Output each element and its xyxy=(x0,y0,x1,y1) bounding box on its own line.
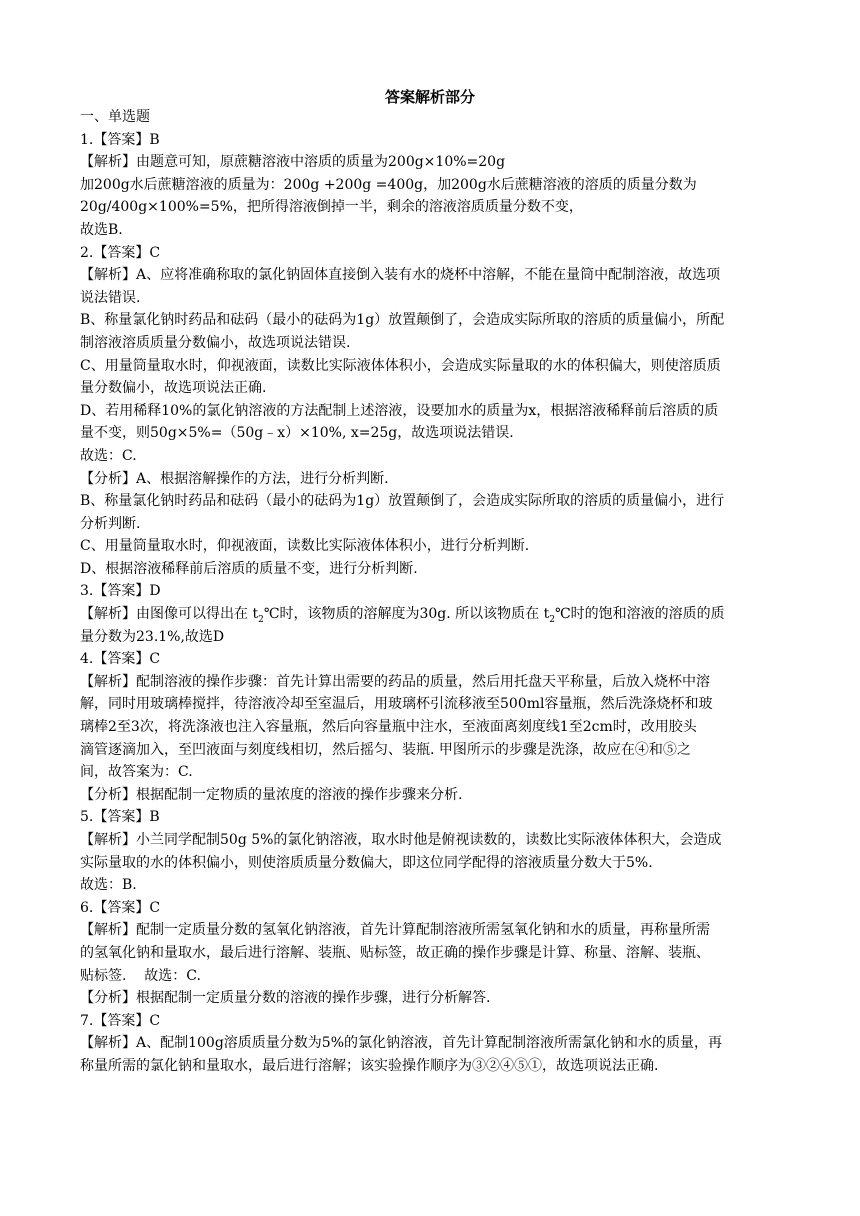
text-line: 璃棒2至3次，将洗涤液也注入容量瓶，然后向容量瓶中注水，至液面离刻度线1至2cm时，改用胶头 xyxy=(80,719,697,736)
text-line: 量不变，则50g×5%=（50g﹣x）×10%, x=25g，故选项说法错误. xyxy=(80,425,514,442)
text-line: B、称量氯化钠时药品和砝码（最小的砝码为1g）放置颠倒了，会造成实际所取的溶质的质量偏小，进行 xyxy=(80,493,725,510)
text-line: 【分析】根据配制一定质量分数的溶液的操作步骤，进行分析解答. xyxy=(80,990,491,1007)
text-line: 一、单选题 xyxy=(80,109,150,125)
text-line: 解，同时用玻璃棒搅拌，待溶液冷却至室温后，用玻璃杯引流移液至500ml容量瓶，然后洗涤烧杯和玻 xyxy=(80,696,713,713)
text-line: 20g/400g×100%=5%，把所得溶液倒掉一半，剩余的溶液溶质质量分数不变， xyxy=(80,199,583,216)
q3-analysis-line-2: 量分数为23.1%,故选D xyxy=(80,628,225,645)
text-line: 加200g水后蔗糖溶液的质量为：200g +200g =400g，加200g水后蔗糖溶液的溶质的质量分数为 xyxy=(80,176,697,193)
text-line: 【解析】A、配制100g溶质质量分数为5%的氯化钠溶液，首先计算配制溶液所需氯化钠和水的质量，再 xyxy=(80,1035,723,1052)
text-line: 4.【答案】C xyxy=(80,651,161,668)
q3-text-a: 【解析】由图像可以得出在 t xyxy=(80,606,259,623)
text-line: 实际量取的水的体积偏小，则使溶质质量分数偏大，即这位同学配得的溶液质量分数大于5%. xyxy=(80,854,653,871)
text-line: 7.【答案】C xyxy=(80,1012,161,1029)
text-line: 故选B. xyxy=(80,221,123,238)
text-line: 称量所需的氯化钠和量取水，最后进行溶解；该实验操作顺序为③②④⑤①，故选项说法正确. xyxy=(80,1057,659,1074)
text-line: 3.【答案】D xyxy=(80,583,161,600)
q3-text-b: ℃时，该物质的溶解度为30g. 所以该物质在 t xyxy=(263,606,550,623)
text-line: 制溶液溶质质量分数偏小，故选项说法错误. xyxy=(80,334,351,351)
q3-analysis-line-1 xyxy=(80,603,780,626)
answer-content xyxy=(80,106,780,1078)
text-line: 2.【答案】C xyxy=(80,244,161,261)
text-line: 【解析】配制溶液的操作步骤：首先计算出需要的药品的质量，然后用托盘天平称量，后放入烧杯中溶 xyxy=(80,673,710,690)
page-title: 答案解析部分 xyxy=(384,88,475,106)
q3-subscript: 2 xyxy=(258,614,264,625)
text-line: 分析判断. xyxy=(80,515,141,532)
text-line: 【解析】配制一定质量分数的氢氧化钠溶液，首先计算配制溶液所需氢氧化钠和水的质量，再称量所需 xyxy=(80,922,710,939)
text-line: C、用量筒量取水时，仰视液面，读数比实际液体体积小，会造成实际量取的水的体积偏大，则使溶质质 xyxy=(80,357,721,374)
text-line: 间，故答案为：C. xyxy=(80,764,193,781)
text-line: 【解析】小兰同学配制50g 5%的氯化钠溶液，取水时他是俯视读数的，读数比实际液体体积大，会造成 xyxy=(80,832,722,848)
text-line: 贴标签. 故选：C. xyxy=(80,967,201,984)
text-line: 滴管逐滴加入，至凹液面与刻度线相切，然后摇匀、装瓶. 甲图所示的步骤是洗涤，故应在④和⑤之 xyxy=(80,741,691,758)
text-line: 5.【答案】B xyxy=(80,809,160,826)
text-line: D、若用稀释10%的氯化钠溶液的方法配制上述溶液，设要加水的质量为x，根据溶液稀释前后溶质的质 xyxy=(80,402,719,419)
text-line: D、根据溶液稀释前后溶质的质量不变，进行分析判断. xyxy=(80,560,418,577)
text-line: B、称量氯化钠时药品和砝码（最小的砝码为1g）放置颠倒了，会造成实际所取的溶质的质量偏小，所配 xyxy=(80,312,725,329)
text-line: 【解析】A、应将准确称取的氯化钠固体直接倒入装有水的烧杯中溶解，不能在量筒中配制溶液，故选项 xyxy=(80,267,721,284)
text-line: C、用量筒量取水时，仰视液面，读数比实际液体体积小，进行分析判断. xyxy=(80,538,530,555)
text-line: 【分析】A、根据溶解操作的方法，进行分析判断. xyxy=(80,470,389,487)
text-line: 故选：B. xyxy=(80,877,137,894)
text-line: 说法错误. xyxy=(80,289,141,306)
text-line: 1.【答案】B xyxy=(80,131,160,148)
text-line: 【分析】根据配制一定物质的量浓度的溶液的操作步骤来分析. xyxy=(80,786,463,803)
text-line: 故选：C. xyxy=(80,447,137,464)
text-line: 6.【答案】C xyxy=(80,899,161,916)
text-line: 的氢氧化钠和量取水，最后进行溶解、装瓶、贴标签，故正确的操作步骤是计算、称量、溶解、装瓶、 xyxy=(80,944,710,961)
q3-text-c: ℃时的饱和溶液的溶质的质 xyxy=(554,606,725,623)
q3-subscript-2: 2 xyxy=(549,614,555,625)
text-line: 量分数偏小，故选项说法正确. xyxy=(80,380,267,397)
text-line: 【解析】由题意可知，原蔗糖溶液中溶质的质量为200g×10%=20g xyxy=(80,154,506,171)
